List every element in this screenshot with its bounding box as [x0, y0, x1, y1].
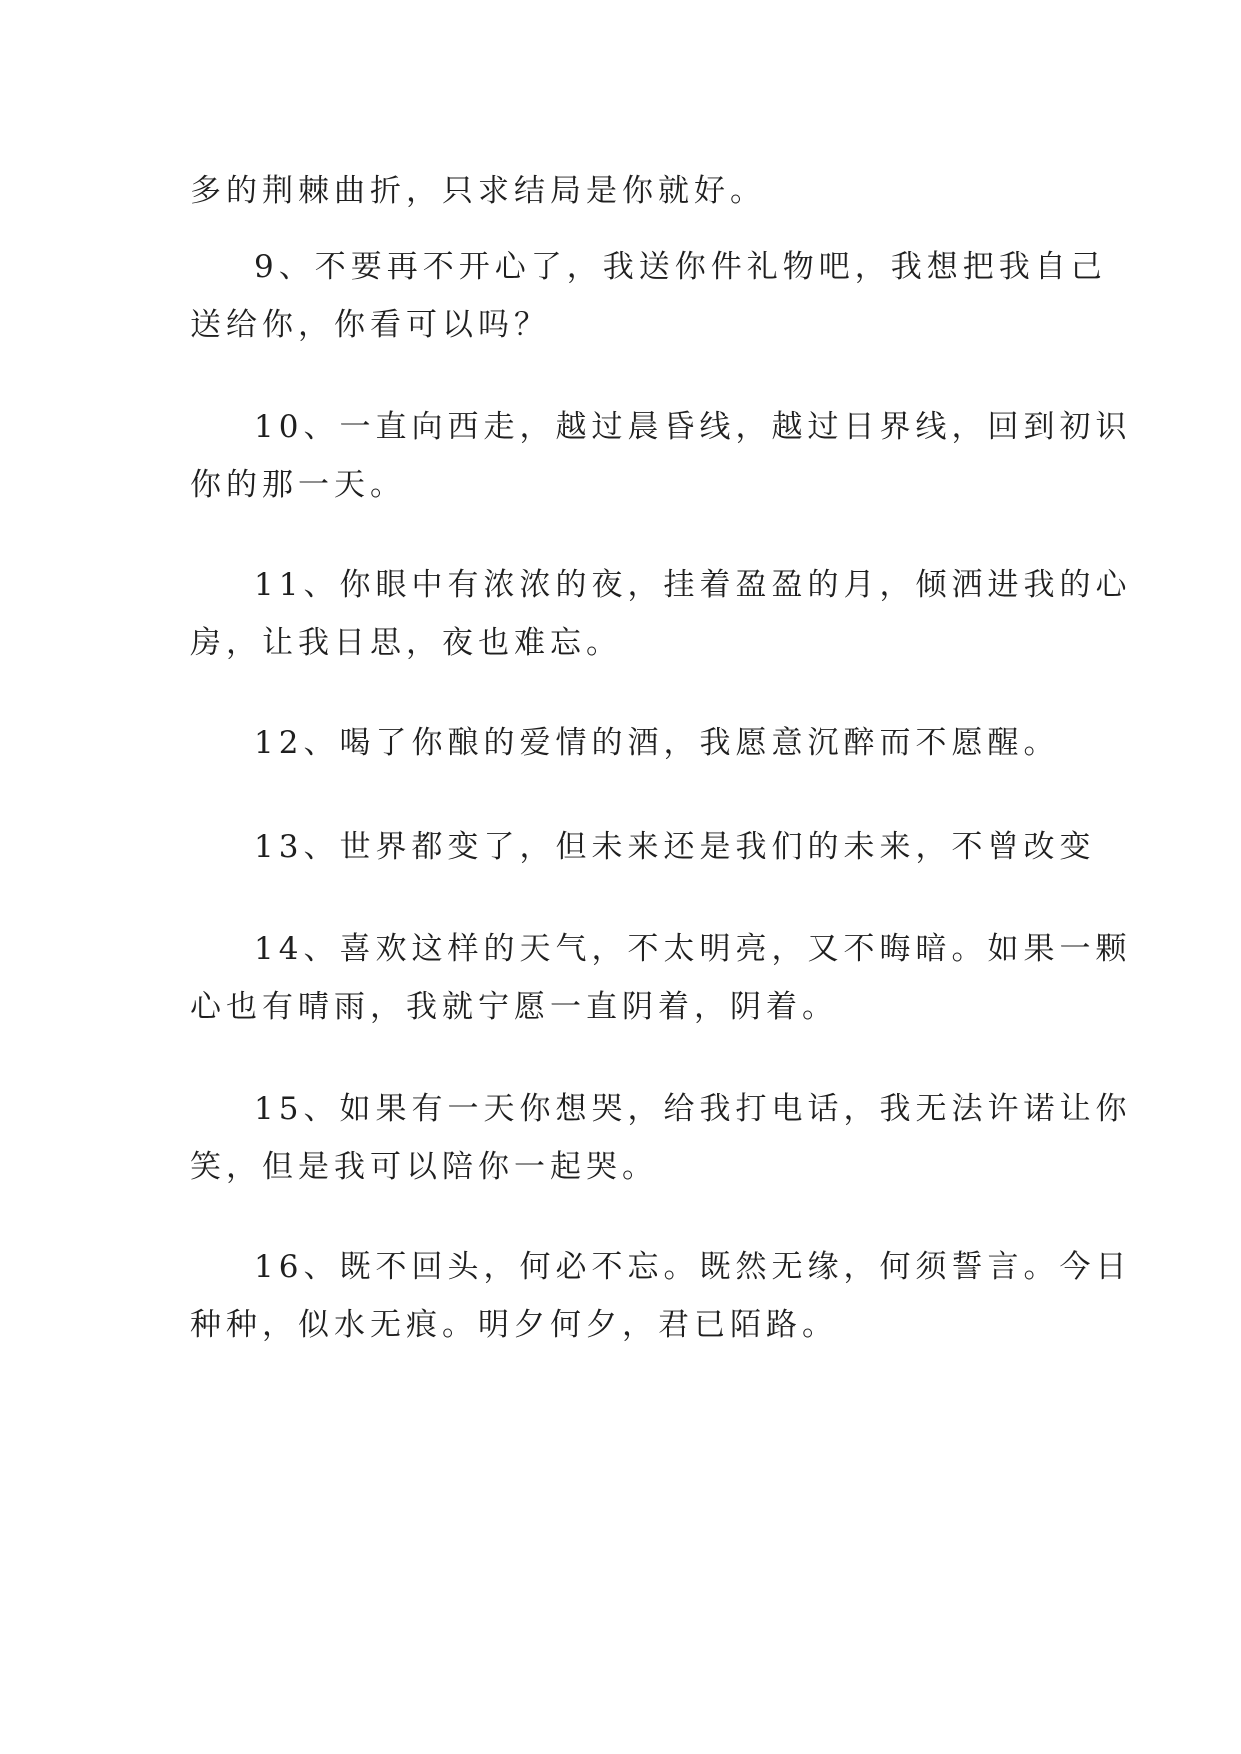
text-line: 9、不要再不开心了，我送你件礼物吧，我想把我自己	[254, 249, 1107, 285]
paragraph-item-14	[190, 920, 1132, 1036]
text-line: 14、喜欢这样的天气，不太明亮，又不晦暗。如果一颗	[254, 931, 1132, 967]
text-line: 种种，似水无痕。明夕何夕，君已陌路。	[190, 1307, 838, 1343]
text-line: 16、既不回头，何必不忘。既然无缘，何须誓言。今日	[254, 1249, 1132, 1285]
text-line: 笑，但是我可以陪你一起哭。	[190, 1149, 658, 1185]
text-line: 你的那一天。	[190, 467, 406, 503]
text-line: 15、如果有一天你想哭，给我打电话，我无法许诺让你	[254, 1091, 1132, 1127]
paragraph-item-9	[190, 238, 1107, 354]
text-line: 12、喝了你酿的爱情的酒，我愿意沉醉而不愿醒。	[254, 725, 1060, 761]
text-line: 房，让我日思，夜也难忘。	[190, 625, 622, 661]
text-line: 13、世界都变了，但未来还是我们的未来，不曾改变	[254, 829, 1096, 865]
paragraph-item-15	[190, 1080, 1132, 1196]
text-line: 10、一直向西走，越过晨昏线，越过日界线，回到初识	[254, 409, 1132, 445]
text-line: 心也有晴雨，我就宁愿一直阴着，阴着。	[190, 989, 838, 1025]
text-line: 多的荆棘曲折，只求结局是你就好。	[190, 173, 766, 209]
paragraph-item-10	[190, 398, 1132, 514]
text-line: 送给你，你看可以吗？	[190, 307, 550, 343]
paragraph-continuation	[190, 162, 1070, 220]
paragraph-item-12	[190, 714, 1070, 772]
paragraph-item-13	[190, 818, 1096, 876]
text-line: 11、你眼中有浓浓的夜，挂着盈盈的月，倾洒进我的心	[254, 567, 1132, 603]
paragraph-item-11	[190, 556, 1132, 672]
paragraph-item-16	[190, 1238, 1132, 1354]
